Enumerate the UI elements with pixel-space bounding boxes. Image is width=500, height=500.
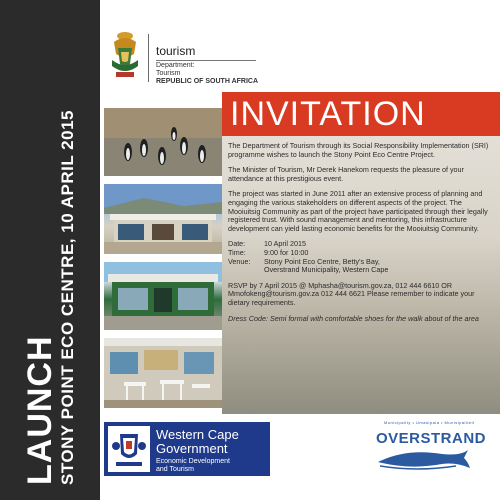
paragraph-project: The project was started in June 2011 after an extensive process of planning and engaging the various stakeholders on different aspects of the project. The Mooiuitsig Community as part of the project have participated through their legally registered trust. With sound management and mentoring, this infrastructure development can yield lasting economic benefits for the Mooiuitsig Community. [228,189,488,233]
photo-penguins [104,108,222,176]
time-value: 9:00 for 10:00 [264,247,309,257]
overstrand-tagline: Municipality • Umasipala • Munisipaliteit [384,420,475,425]
dept-divider [148,34,149,82]
dept-title: tourism [156,44,196,58]
photo-shop-front [104,262,222,330]
sa-coat-of-arms-icon [108,30,142,80]
shop-front-photo [104,262,222,330]
building-photo [104,184,222,254]
footer [100,414,500,500]
interior-photo [104,338,222,408]
wc-title [156,428,239,456]
time-label: Time: [228,247,246,257]
wc-sub-line-2: and Tourism [156,466,195,473]
dress-code: Dress Code: Semi formal with comfortable shoes for the walk about of the area [228,313,479,323]
invitation-title: INVITATION [230,95,426,133]
photo-interior [104,338,222,408]
date-label: Date: [228,239,246,249]
western-cape-logo [104,422,270,476]
venue-value [264,258,494,275]
dept-subtitle [156,62,258,86]
dept-line-3: REPUBLIC OF SOUTH AFRICA [156,78,259,85]
paragraph-minister: The Minister of Tourism, Mr Derek Hanekom requests the pleasure of your attendance at this prestigious event. [228,165,464,183]
wc-title-line-1: Western Cape [156,427,239,442]
side-band [0,0,100,500]
side-band-event-line: STONY POINT ECO CENTRE, 10 APRIL 2015 [58,110,77,485]
western-cape-crest-icon [108,426,150,472]
dept-line-2: Tourism [156,70,181,77]
paragraph-intro: The Department of Tourism through its Social Responsibility Implementation (SRI) programme wishes to launch the Stony Point Eco Centre Project. [228,141,489,159]
overstrand-logo-text: OVERSTRAND [376,430,487,447]
penguins-photo [104,108,222,176]
side-band-launch: LAUNCH [21,335,59,485]
dept-rule [156,60,256,61]
wc-subtitle [156,458,230,474]
wc-title-line-2: Government [156,441,228,456]
event-details [228,240,494,274]
whale-icon [376,444,472,472]
dept-line-1: Department: [156,62,195,69]
venue-line-1: Stony Point Eco Centre, Betty's Bay, [264,256,380,266]
date-value: 10 April 2015 [264,239,306,249]
invitation-body [228,142,494,330]
detail-venue [228,258,494,275]
side-band-text [22,15,78,485]
venue-label: Venue: [228,256,251,266]
header [100,0,500,92]
venue-line-2: Overstrand Municipality, Western Cape [264,265,389,275]
wc-sub-line-1: Economic Development [156,458,230,465]
photo-eco-centre-building [104,184,222,254]
rsvp-text: RSVP by 7 April 2015 @ Mphasha@tourism.gov.za, 012 444 6610 OR Mmofokeng@tourism.gov.za 012 444 6621 Please remember to indicate your dietary requirements. [228,280,475,307]
